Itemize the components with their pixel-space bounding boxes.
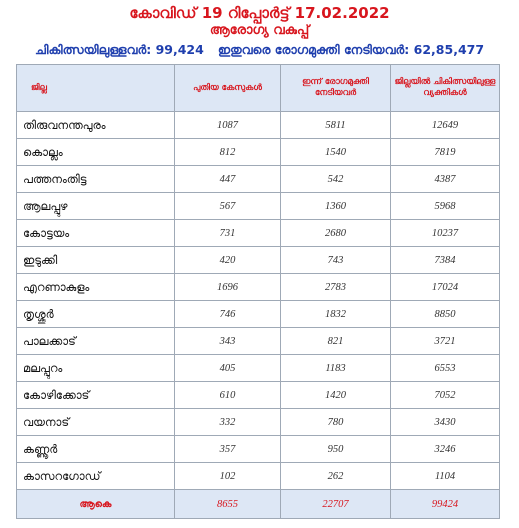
recovered-today-cell: 1540 bbox=[281, 139, 391, 166]
total-under-treatment: 99424 bbox=[391, 490, 500, 519]
district-name: കോഴിക്കോട് bbox=[17, 382, 175, 409]
new-cases-cell: 405 bbox=[175, 355, 281, 382]
recovered-today-cell: 743 bbox=[281, 247, 391, 274]
department-name: ആരോഗ്യ വകുപ്പ് bbox=[209, 23, 310, 38]
recovered-today-cell: 2680 bbox=[281, 220, 391, 247]
table-row bbox=[17, 436, 500, 463]
district-name: കാസറഗോഡ് bbox=[17, 463, 175, 490]
new-cases-cell: 343 bbox=[175, 328, 281, 355]
new-cases-cell: 610 bbox=[175, 382, 281, 409]
under-treatment-cell: 1104 bbox=[391, 463, 500, 490]
table-row bbox=[17, 166, 500, 193]
table-row bbox=[17, 193, 500, 220]
new-cases-cell: 357 bbox=[175, 436, 281, 463]
new-cases-cell: 1087 bbox=[175, 112, 281, 139]
under-treatment-cell: 3246 bbox=[391, 436, 500, 463]
under-treatment-cell: 3721 bbox=[391, 328, 500, 355]
district-name: പത്തനംതിട്ട bbox=[17, 166, 175, 193]
district-name: പാലക്കാട് bbox=[17, 328, 175, 355]
table-row bbox=[17, 139, 500, 166]
district-name: തൃശ്ശൂർ bbox=[17, 301, 175, 328]
under-treatment-cell: 12649 bbox=[391, 112, 500, 139]
recovered-today-cell: 780 bbox=[281, 409, 391, 436]
total-recovered-today: 22707 bbox=[281, 490, 391, 519]
recovered-today-cell: 5811 bbox=[281, 112, 391, 139]
district-table bbox=[16, 64, 500, 519]
new-cases-cell: 420 bbox=[175, 247, 281, 274]
new-cases-cell: 102 bbox=[175, 463, 281, 490]
district-name: ആലപ്പുഴ bbox=[17, 193, 175, 220]
new-cases-cell: 1696 bbox=[175, 274, 281, 301]
column-header-under-treatment: ജില്ലയിൽ ചികിത്സയിലുള്ള വ്യക്തികൾ bbox=[391, 65, 500, 112]
district-name: വയനാട് bbox=[17, 409, 175, 436]
under-treatment-cell: 5968 bbox=[391, 193, 500, 220]
recovered-today-cell: 1360 bbox=[281, 193, 391, 220]
district-name: കോട്ടയം bbox=[17, 220, 175, 247]
new-cases-cell: 812 bbox=[175, 139, 281, 166]
recovered-today-cell: 2783 bbox=[281, 274, 391, 301]
recovered-today-cell: 1420 bbox=[281, 382, 391, 409]
recovered-today-cell: 1832 bbox=[281, 301, 391, 328]
under-treatment-summary: ചികിത്സയിലുള്ളവർ: 99,424 bbox=[34, 42, 204, 57]
district-name: കണ്ണൂർ bbox=[17, 436, 175, 463]
table-header-row bbox=[17, 65, 500, 112]
table-body bbox=[17, 112, 500, 519]
under-treatment-cell: 7819 bbox=[391, 139, 500, 166]
total-new-cases: 8655 bbox=[175, 490, 281, 519]
summary-stats bbox=[0, 41, 519, 58]
table-row bbox=[17, 301, 500, 328]
total-row bbox=[17, 490, 500, 519]
recovered-summary: ഇതുവരെ രോഗമുക്തി നേടിയവർ: 62,85,477 bbox=[217, 42, 485, 57]
table-row bbox=[17, 328, 500, 355]
column-header-district: ജില്ല bbox=[17, 65, 175, 112]
new-cases-cell: 567 bbox=[175, 193, 281, 220]
recovered-today-cell: 1183 bbox=[281, 355, 391, 382]
table-row bbox=[17, 355, 500, 382]
column-header-new-cases: പുതിയ കേസുകൾ bbox=[175, 65, 281, 112]
report-title: കോവിഡ് 19 റിപ്പോർട്ട് 17.02.2022 bbox=[129, 4, 390, 22]
district-name: മലപ്പുറം bbox=[17, 355, 175, 382]
table-row bbox=[17, 112, 500, 139]
table-row bbox=[17, 463, 500, 490]
column-header-recovered-today: ഇന്ന് രോഗമുക്തി നേടിയവർ bbox=[281, 65, 391, 112]
under-treatment-cell: 10237 bbox=[391, 220, 500, 247]
table-row bbox=[17, 274, 500, 301]
recovered-today-cell: 542 bbox=[281, 166, 391, 193]
new-cases-cell: 332 bbox=[175, 409, 281, 436]
table-row bbox=[17, 382, 500, 409]
recovered-today-cell: 821 bbox=[281, 328, 391, 355]
under-treatment-cell: 4387 bbox=[391, 166, 500, 193]
under-treatment-cell: 6553 bbox=[391, 355, 500, 382]
under-treatment-cell: 7384 bbox=[391, 247, 500, 274]
under-treatment-cell: 7052 bbox=[391, 382, 500, 409]
under-treatment-cell: 8850 bbox=[391, 301, 500, 328]
district-name: തിരുവനന്തപുരം bbox=[17, 112, 175, 139]
recovered-today-cell: 950 bbox=[281, 436, 391, 463]
new-cases-cell: 746 bbox=[175, 301, 281, 328]
total-label: ആകെ bbox=[17, 490, 175, 519]
under-treatment-cell: 3430 bbox=[391, 409, 500, 436]
district-name: എറണാകുളം bbox=[17, 274, 175, 301]
recovered-today-cell: 262 bbox=[281, 463, 391, 490]
district-name: കൊല്ലം bbox=[17, 139, 175, 166]
new-cases-cell: 447 bbox=[175, 166, 281, 193]
table-row bbox=[17, 247, 500, 274]
district-name: ഇടുക്കി bbox=[17, 247, 175, 274]
new-cases-cell: 731 bbox=[175, 220, 281, 247]
table-row bbox=[17, 220, 500, 247]
under-treatment-cell: 17024 bbox=[391, 274, 500, 301]
table-row bbox=[17, 409, 500, 436]
